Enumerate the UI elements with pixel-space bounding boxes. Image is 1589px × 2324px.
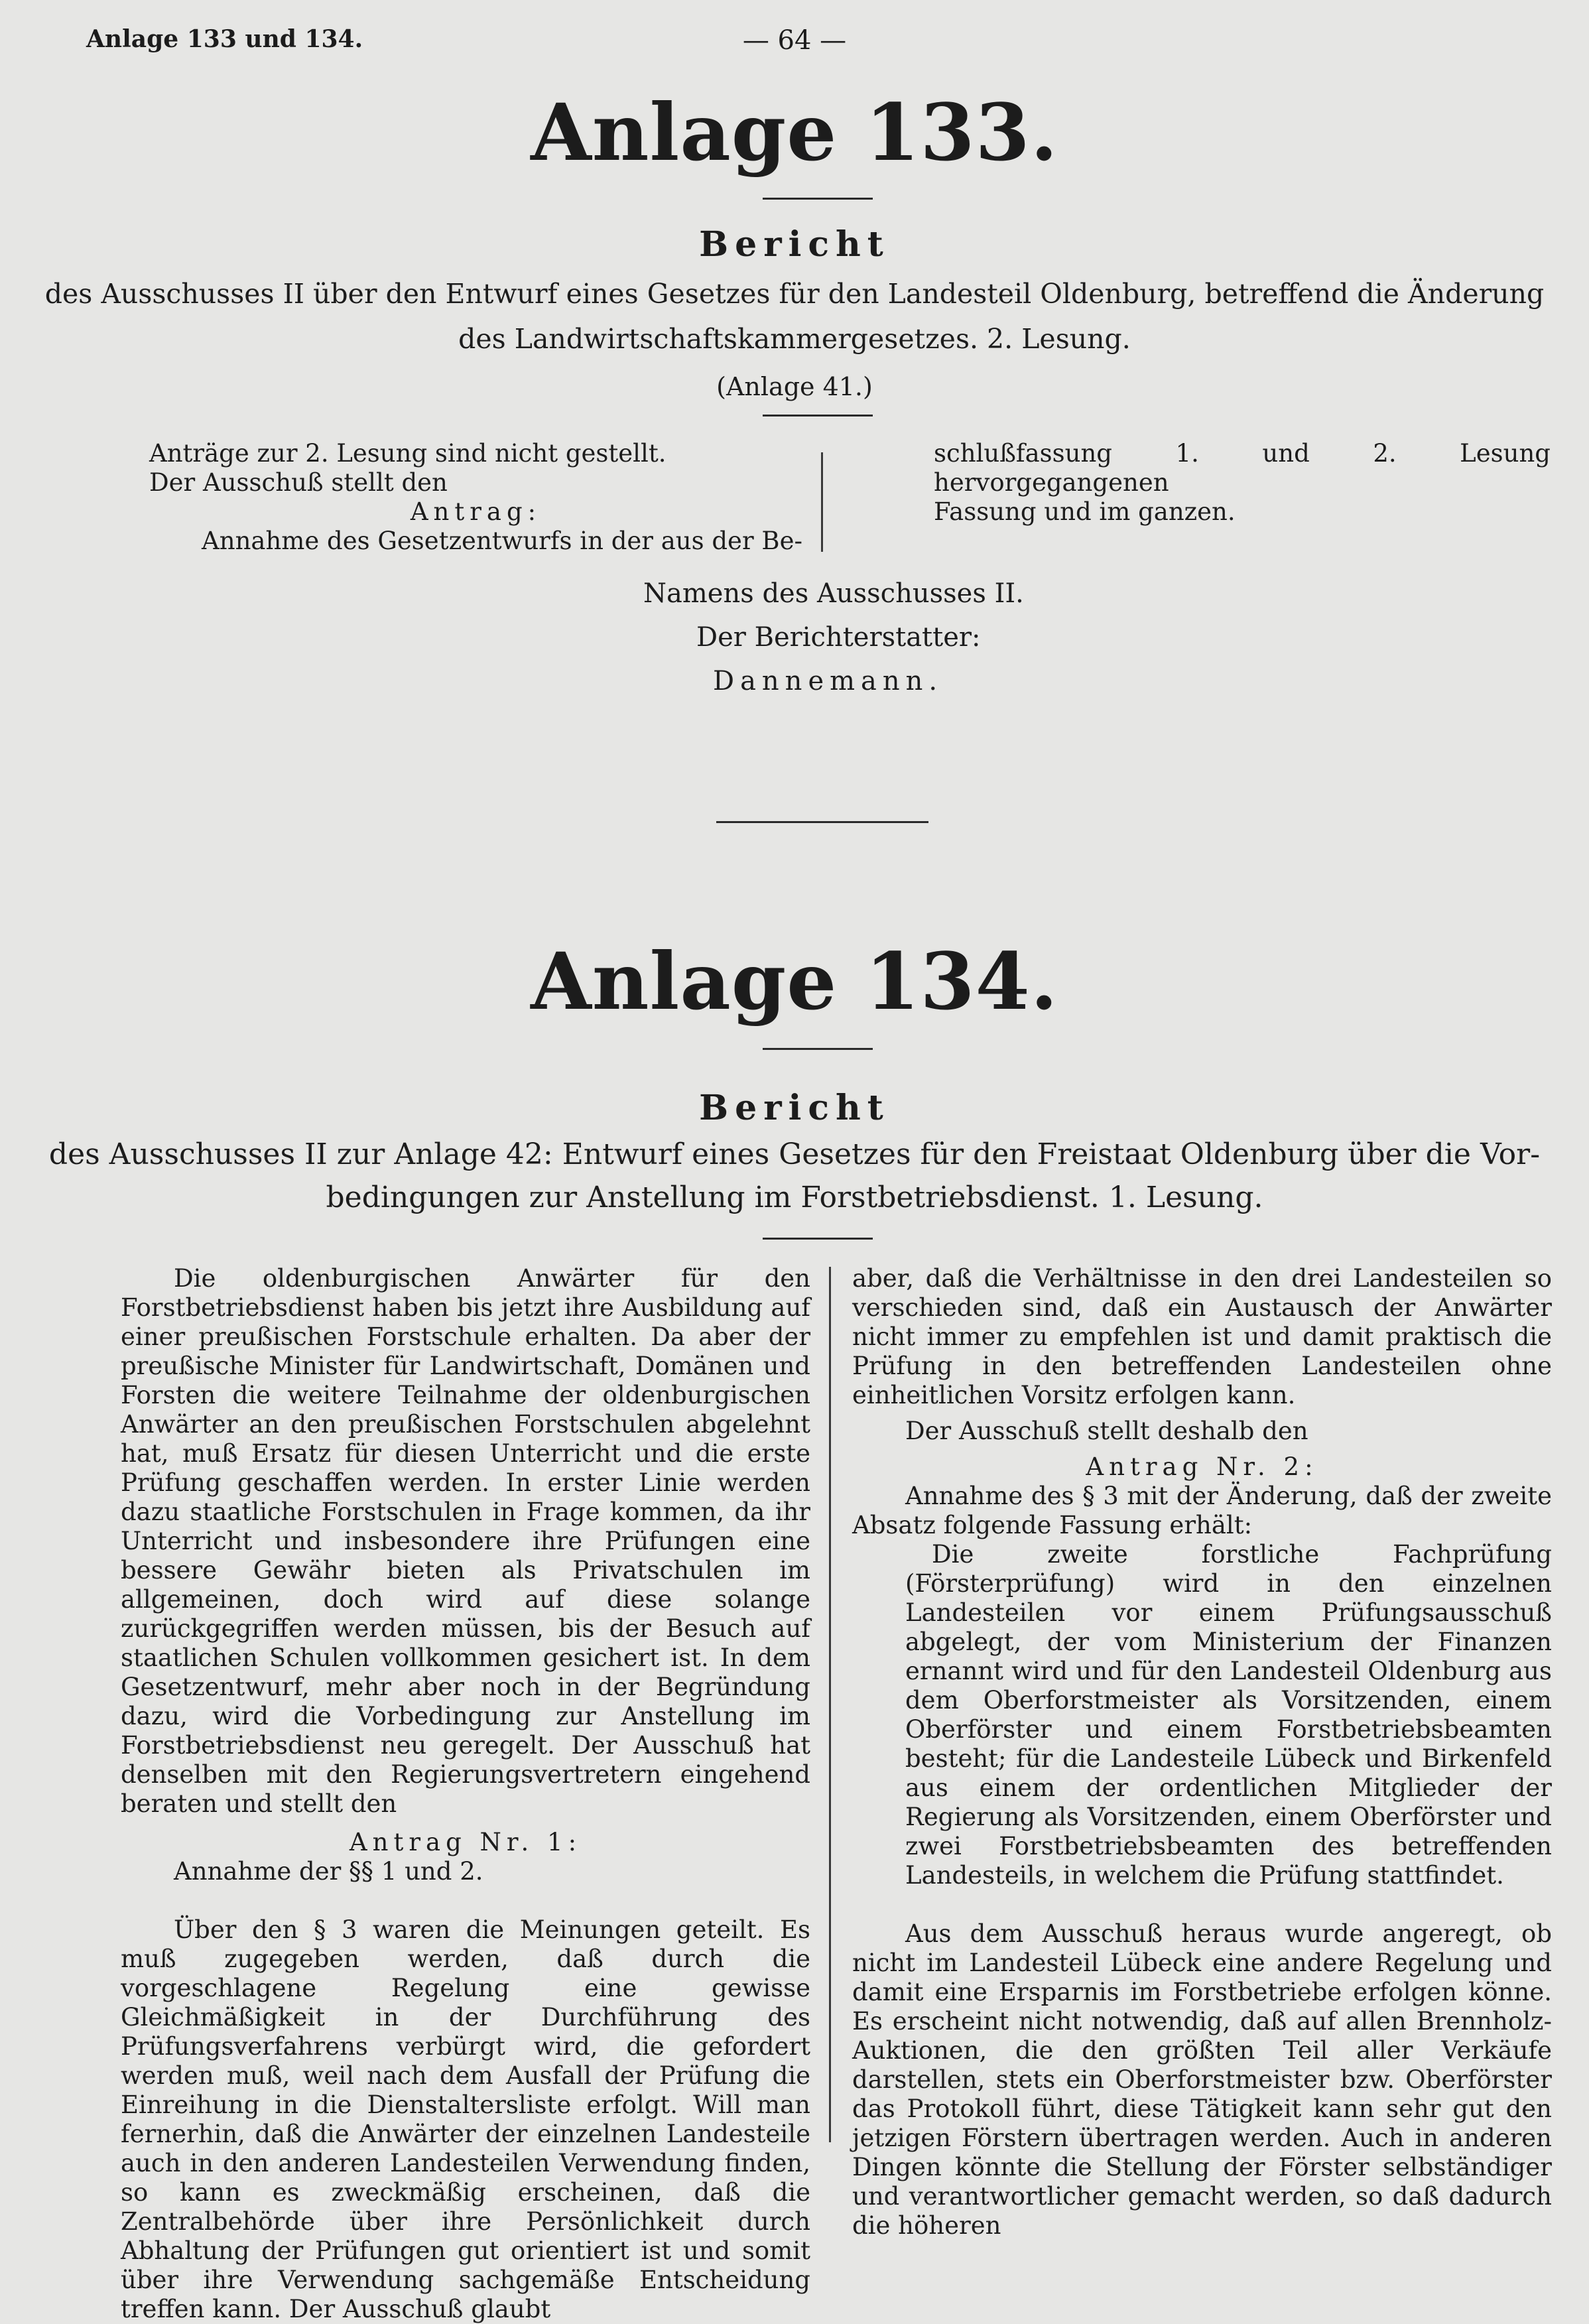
antrag-label: Antrag Nr. 2: <box>1086 1452 1318 1481</box>
text-line: Annahme des Gesetzentwurfs in der aus der Be- <box>202 527 802 555</box>
antrag-text: Annahme des § 3 mit der Änderung, daß der zweite Absatz folgende Fassung erhält: <box>852 1482 1552 1539</box>
anlage-134-title: Anlage 134. <box>531 935 1058 1027</box>
signature-name: Dannemann. <box>713 666 944 696</box>
antrag-label: Antrag Nr. 1: <box>349 1828 582 1856</box>
text-line: Der Ausschuß stellt den <box>149 468 448 497</box>
text-line: schlußfassung 1. und 2. Lesung hervorgegangenen <box>934 439 1551 497</box>
report-heading-134: Bericht <box>699 1088 890 1128</box>
paragraph: Der Ausschuß stellt deshalb den <box>905 1417 1308 1445</box>
header-left: Anlage 133 und 134. <box>86 25 363 53</box>
page-number: — 64 — <box>742 25 847 56</box>
divider <box>763 1238 873 1240</box>
antrag-text: Annahme der §§ 1 und 2. <box>174 1857 483 1886</box>
anlage-133-left-column <box>149 439 802 556</box>
divider <box>763 415 873 417</box>
subject-134-line2: bedingungen zur Anstellung im Forstbetriebsdienst. 1. Lesung. <box>326 1181 1263 1214</box>
subject-133-line2: des Landwirtschaftskammergesetzes. 2. Lesung. <box>458 323 1131 355</box>
quoted-text: Die zweite forstliche Fachprüfung (Försterprüfung) wird in den einzelnen Landesteilen vor einem Prüfungsausschuß abgelegt, der vom Ministerium der Finanzen ernannt wird und für den Landesteil Oldenburg aus dem Oberforstmeister als Vorsitzenden, einem Oberförster und einem Forstbetriebsbeamten besteht; für die Landesteile Lübeck und Birkenfeld aus einem der ordentlichen Mitglieder der Regierung als Vorsitzenden, einem Oberförster und zwei Forstbetriebsbeamten des betreffenden Landesteils, in welchem die Prüfung stattfindet. <box>905 1540 1552 1890</box>
anlage-134-right-column <box>852 1264 1552 2240</box>
running-header <box>86 25 1503 65</box>
reference-133: (Anlage 41.) <box>716 372 873 401</box>
text-line: Fassung und im ganzen. <box>934 497 1236 526</box>
report-heading-133: Bericht <box>699 224 890 265</box>
paragraph: Aus dem Ausschuß heraus wurde angeregt, ob nicht im Landesteil Lübeck eine andere Regelung und damit eine Ersparnis im Forstbetriebe erfolgen könne. Es erscheint nicht notwendig, daß auf allen Brennholz-Auktionen, die den größten Teil aller Verkäufe darstellen, stets ein Oberforstmeister bzw. Oberförster das Protokoll führt, diese Tätigkeit kann sehr gut den jetzigen Förstern übertragen werden. Auch in anderen Dingen könnte die Stellung der Förster selbständiger und verantwortlicher gemacht werden, so daß dadurch die höheren <box>852 1919 1552 2240</box>
divider <box>763 1048 873 1050</box>
signature-line2: Der Berichterstatter: <box>696 622 981 653</box>
section-divider <box>716 821 928 823</box>
paragraph: Über den § 3 waren die Meinungen geteilt. Es muß zugegeben werden, daß durch die vorgeschlagene Regelung eine gewisse Gleichmäßigkeit in der Durchführung des Prüfungsverfahrens verbürgt wird, die gefordert werden muß, weil nach dem Ausfall der Prüfung die Einreihung in die Dienstaltersliste erfolgt. Will man fernerhin, daß die Anwärter der einzelnen Landesteile auch in den anderen Landesteilen Verwendung finden, so kann es zweckmäßig erscheinen, daß die Zentralbehörde über ihre Persönlichkeit durch Abhaltung der Prüfungen gut orientiert ist und somit über ihre Verwendung sachgemäße Entscheidung treffen kann. Der Ausschuß glaubt <box>121 1915 810 2323</box>
spacer <box>852 1890 1552 1919</box>
anlage-134-left-column <box>121 1264 810 2324</box>
antrag-label: Antrag: <box>410 497 542 526</box>
text-line: Anträge zur 2. Lesung sind nicht gestellt. <box>149 439 667 468</box>
subject-133-line1: des Ausschusses II über den Entwurf eines Gesetzes für den Landesteil Oldenburg, betreffend die Änderung <box>44 278 1545 310</box>
anlage-133-title: Anlage 133. <box>531 86 1058 178</box>
subject-134-line1: des Ausschusses II zur Anlage 42: Entwurf eines Gesetzes für den Freistaat Oldenburg über die Vor- <box>48 1137 1541 1171</box>
column-divider <box>829 1267 831 2142</box>
paragraph: aber, daß die Verhältnisse in den drei Landesteilen so verschieden sind, daß ein Austausch der Anwärter nicht immer zu empfehlen ist und damit praktisch die Prüfung in den betreffenden Landesteilen ohne einheitlichen Vorsitz erfolgen kann. <box>852 1264 1552 1409</box>
divider <box>763 198 873 200</box>
signature-line1: Namens des Ausschusses II. <box>643 578 1024 609</box>
spacer <box>121 1886 810 1915</box>
anlage-133-right-column <box>934 439 1551 527</box>
paragraph: Die oldenburgischen Anwärter für den Forstbetriebsdienst haben bis jetzt ihre Ausbildung auf einer preußischen Forstschule erhalten. Da aber der preußische Minister für Landwirtschaft, Domänen und Forsten die weitere Teilnahme der oldenburgischen Anwärter an den preußischen Forstschulen abgelehnt hat, muß Ersatz für diesen Unterricht und die erste Prüfung geschaffen werden. In erster Linie werden dazu staatliche Forstschulen in Frage kommen, da ihr Unterricht und insbesondere ihre Prüfungen eine bessere Gewähr bieten als Privatschulen im allgemeinen, doch wird auf diese solange zurückgegriffen werden müssen, bis der Besuch auf staatlichen Schulen vollkommen gesichert ist. In dem Gesetzentwurf, mehr aber noch in der Begründung dazu, wird die Vorbedingung zur Anstellung im Forstbetriebsdienst neu geregelt. Der Ausschuß hat denselben mit den Regierungsvertretern eingehend beraten und stellt den <box>121 1264 810 1818</box>
column-divider <box>821 452 823 552</box>
